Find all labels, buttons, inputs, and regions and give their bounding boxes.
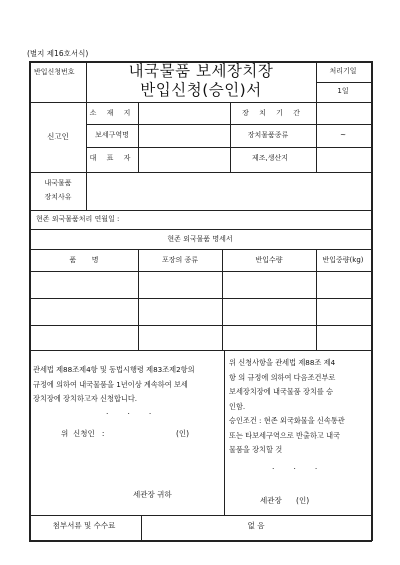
addressee-label: 세관장 귀하: [133, 490, 172, 499]
address-label: 소 재 지: [89, 109, 135, 117]
receipt-number-label: 반입신청번호: [34, 68, 75, 76]
attachments-value: 없 음: [247, 521, 265, 530]
form-title-line2: 반입신청(승인)서: [140, 81, 262, 99]
storage-period-label: 장 치 기 간: [242, 109, 304, 117]
items-row2-line: [29, 325, 372, 326]
items-table-caption: 현존 외국물품 명세서: [167, 235, 233, 243]
applicant-label-divider: [138, 102, 139, 172]
processing-period-label: 처리기일: [329, 67, 357, 75]
outer-border-right: [371, 61, 373, 541]
items-col2-divider: [222, 249, 223, 350]
status-bottom-line: [29, 229, 372, 230]
reason-label-line1: 내국물품: [44, 179, 72, 187]
items-col3-divider: [316, 249, 317, 350]
current-status-label: 현존 외국물품처리 연월일 :: [36, 215, 120, 223]
footer-divider: [141, 515, 142, 540]
items-bottom-line: [29, 350, 372, 351]
items-header-quantity: 반입수량: [255, 256, 283, 264]
header-divider-left: [86, 61, 87, 102]
applicant-bottom-line: [29, 172, 372, 173]
processing-period-value: 1일: [337, 87, 349, 95]
items-header-name: 품 명: [69, 256, 99, 264]
storage-type-label: 장치물품종류: [247, 131, 289, 139]
items-caption-line: [29, 249, 372, 250]
applicant-right-divider: [316, 102, 317, 172]
manufacturer-label: 제조,생산지: [251, 154, 289, 162]
approval-signer: 세관장 (인): [260, 496, 310, 505]
items-header-weight: 반입중량(kg): [322, 256, 364, 264]
form-title-line1: 내국물품 보세장치장: [128, 62, 274, 80]
items-row1-line: [29, 298, 372, 299]
applicant-signature-label: 위 신청인 :: [61, 429, 105, 438]
header-bottom-line: [29, 102, 372, 103]
applicant-seal: (인): [176, 429, 190, 438]
processing-cell-divider: [316, 82, 371, 83]
application-text: 관세법 제88조제4항 및 동법시행령 제83조제2항의 규정에 의하여 내국물품을 1년이상 계속하여 보세 장치장에 장치하고자 신청합니다.: [33, 365, 195, 403]
applicant-col-divider: [86, 102, 87, 172]
application-date: . . .: [106, 407, 152, 416]
outer-border-left: [29, 61, 31, 541]
application-approval-divider: [224, 350, 225, 515]
applicant-row2-line: [86, 147, 371, 148]
items-header-line: [29, 271, 372, 272]
approval-text: 위 신청사항을 관세법 제88조 제4 항 의 규정에 의하여 다음조건부로 보세장치장에 내국물품 장치를 승 인함. 승인조건 : 현존 외국화물을 신속통관 또는 타보세구역으로 반출하고 내국 물품을 장치할 것: [229, 358, 345, 454]
form-number-label: (별지 제16호서식): [27, 49, 89, 58]
applicant-group-label: 신고인: [47, 132, 69, 141]
footer-top-line: [29, 515, 372, 516]
items-header-package: 포장의 종류: [161, 256, 199, 264]
applicant-row1-line: [86, 124, 371, 125]
approval-date: . . .: [272, 462, 318, 471]
attachments-label: 첨부서류 및 수수료: [52, 521, 116, 530]
representative-label: 대 표 자: [89, 154, 135, 162]
reason-label-line2: 장치사유: [44, 193, 72, 201]
reason-divider: [86, 172, 87, 210]
items-col1-divider: [138, 249, 139, 350]
reason-bottom-line: [29, 210, 372, 211]
company-label: 보세구역명: [95, 131, 129, 139]
applicant-mid-divider: [230, 102, 231, 172]
outer-border-bottom: [29, 540, 372, 542]
storage-type-value: ~: [340, 131, 346, 139]
